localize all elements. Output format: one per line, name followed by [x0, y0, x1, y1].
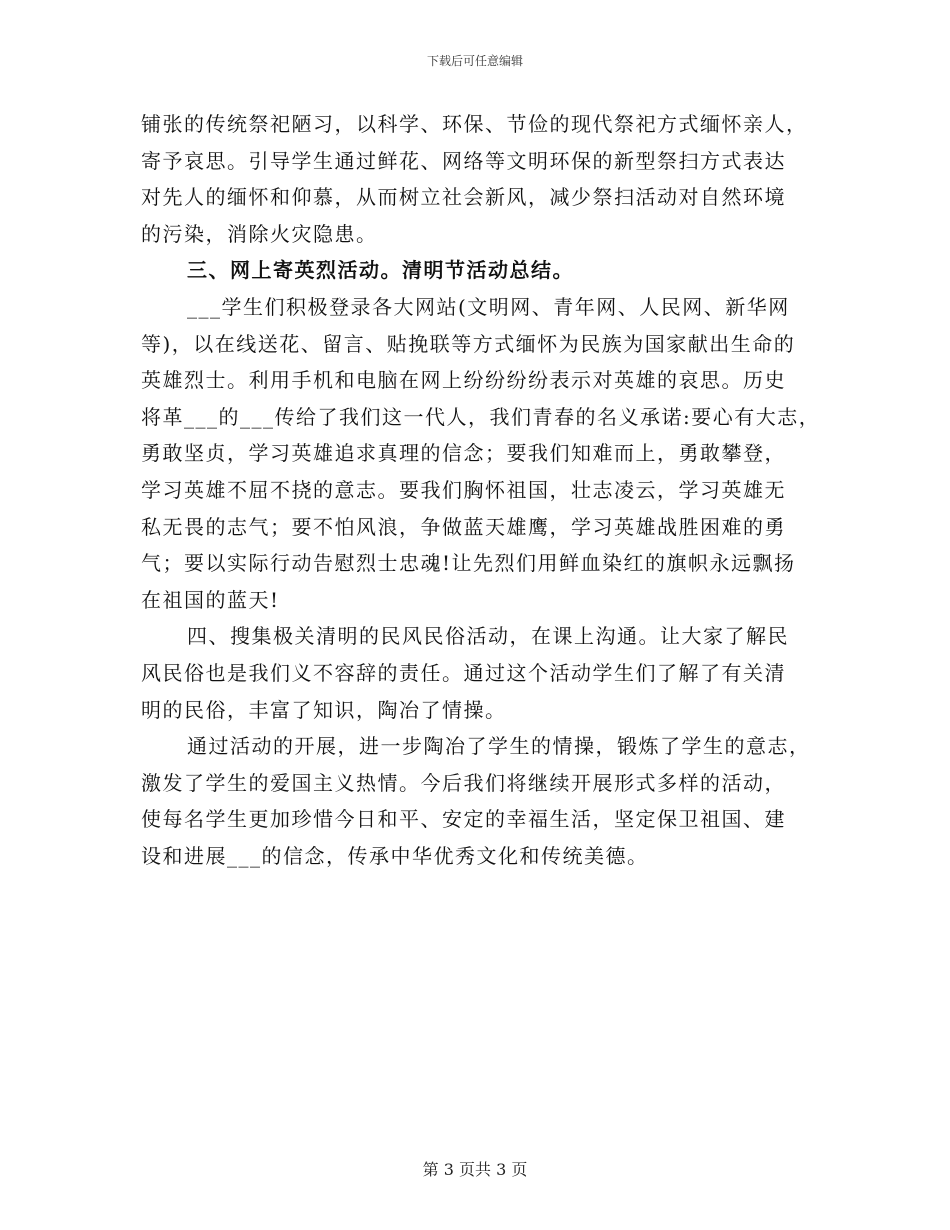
text-line: 四、搜集极关清明的民风民俗活动，在课上沟通。让大家了解民: [187, 624, 789, 649]
text-line: 激发了学生的爱国主义热情。今后我们将继续开展形式多样的活动，: [141, 770, 786, 795]
text-line: 私无畏的志气；要不怕风浪，争做蓝天雄鹰，学习英雄战胜困难的勇: [141, 514, 786, 539]
text-line: 设和进展___的信念，传承中华优秀文化和传统美德。: [141, 843, 649, 868]
text-line: 通过活动的开展，进一步陶冶了学生的情操，锻炼了学生的意志，: [187, 734, 811, 759]
text-line: 的污染，消除火灾隐患。: [141, 221, 378, 246]
text-line: 寄予哀思。引导学生通过鲜花、网络等文明环保的新型祭扫方式表达: [141, 148, 786, 173]
page-footer: 第 3 页共 3 页: [422, 1160, 528, 1179]
text-line: 勇敢坚贞，学习英雄追求真理的信念；要我们知难而上，勇敢攀登，: [141, 441, 786, 466]
text-line: 气；要以实际行动告慰烈士忠魂!让先烈们用鲜血染红的旗帜永远飘扬: [141, 551, 796, 576]
text-line: ___学生们积极登录各大网站(文明网、青年网、人民网、新华网: [187, 294, 790, 319]
text-line: 铺张的传统祭祀陋习，以科学、环保、节俭的现代祭祀方式缅怀亲人，: [141, 112, 808, 136]
text-line: 在祖国的蓝天!: [141, 587, 280, 612]
text-line: 等)，以在线送花、留言、贴挽联等方式缅怀为民族为国家献出生命的: [141, 331, 796, 356]
section-heading: 三、网上寄英烈活动。清明节活动总结。: [187, 258, 574, 283]
text-line: 英雄烈士。利用手机和电脑在网上纷纷纷纷表示对英雄的哀思。历史: [141, 368, 786, 393]
document-body: [141, 106, 821, 874]
text-line: 风民俗也是我们义不容辞的责任。通过这个活动学生们了解了有关清: [141, 660, 786, 685]
text-line: 学习英雄不屈不挠的意志。要我们胸怀祖国，壮志凌云，学习英雄无: [141, 477, 786, 502]
text-line: 明的民俗，丰富了知识，陶冶了情操。: [141, 697, 507, 722]
text-line: 对先人的缅怀和仰慕，从而树立社会新风，减少祭扫活动对自然环境: [141, 185, 786, 210]
text-line: 将革___的___传给了我们这一代人，我们青春的名义承诺:要心有大志，: [141, 404, 821, 429]
text-line: 使每名学生更加珍惜今日和平、安定的幸福生活，坚定保卫祖国、建: [141, 807, 786, 832]
page-header: 下载后可任意编辑: [426, 54, 523, 68]
